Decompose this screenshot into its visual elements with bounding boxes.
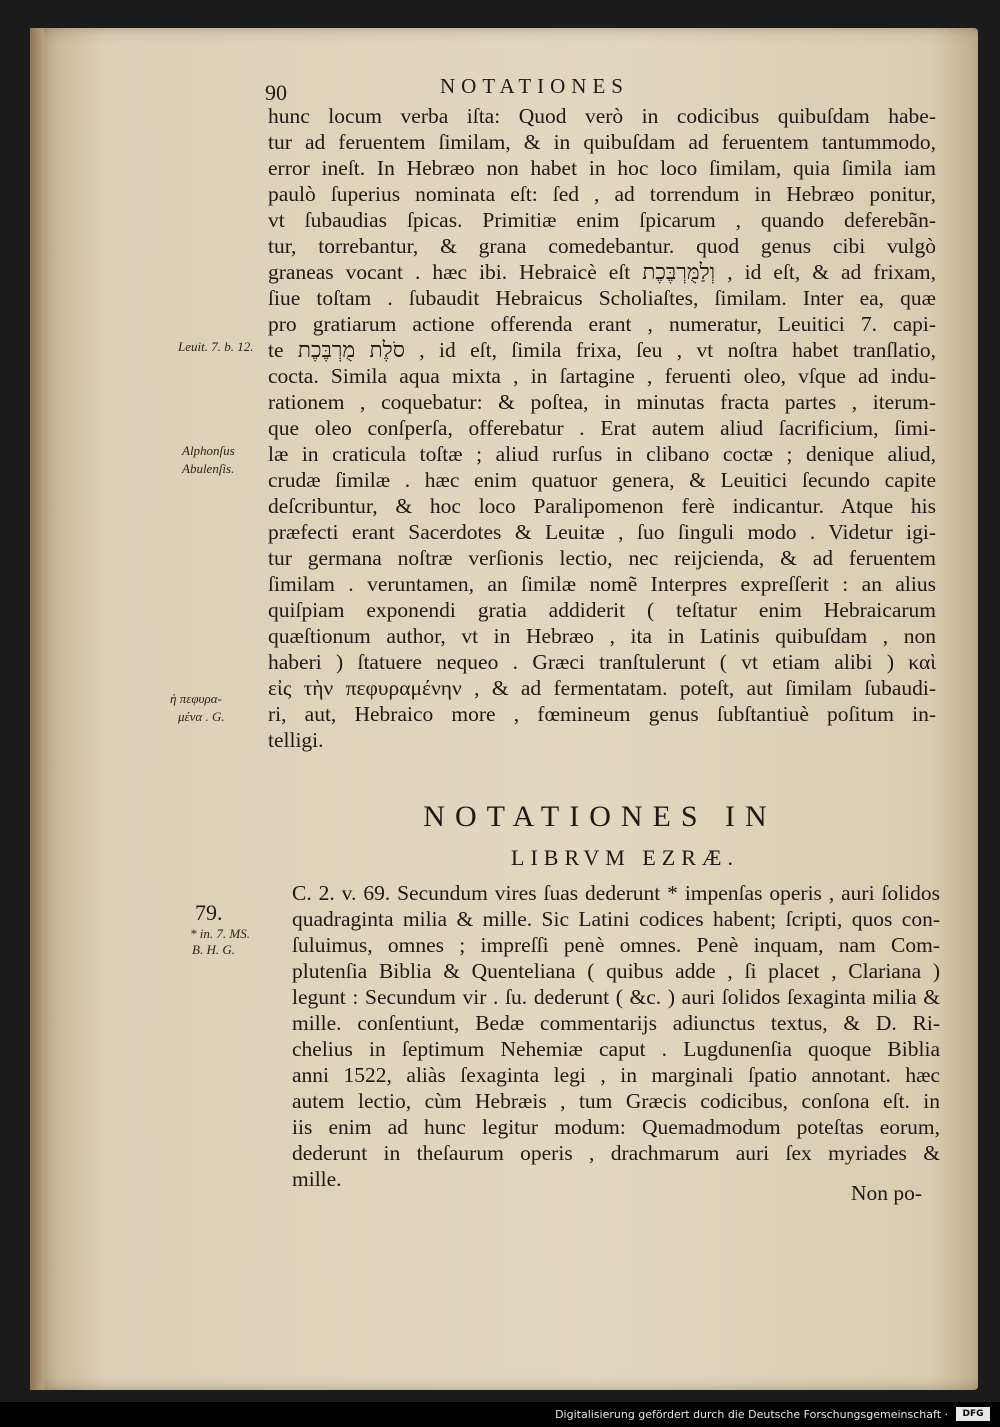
section-title: NOTATIONES IN [423,800,777,833]
section-text-line: C. 2. v. 69. Secundum vires ſuas dederunt * impenſas operis , auri ſolidos [292,881,940,905]
text-line: pro gratiarum actione offerenda erant , numeratur, Leuitici 7. capi- [268,312,936,336]
text-line: haberi ) ſtatuere nequeo . Græci tranſtulerunt ( vt etiam alibi ) καὶ [268,650,936,674]
text-line: ſimilam . veruntamen, an ſimilæ nomẽ Interpres expreſſerit : an alius [268,572,936,596]
margin-note-bhg: B. H. G. [192,942,235,957]
margin-note-ms: * in. 7. MS. [190,926,250,941]
main-text [268,103,936,753]
margin-note-leuit: Leuit. 7. b. 12. [178,339,254,354]
page-number: 90 [265,80,287,105]
digitization-footer [0,1402,1000,1427]
margin-note-abulensis: Abulenſis. [182,461,235,476]
text-line: que oleo conſperſa, offerebatur . Erat autem aliud ſacrificium, ſimi- [268,416,936,440]
text-line: cocta. Simila aqua mixta , in ſartagine , feruenti oleo, vſque ad indu- [268,364,936,388]
section-text-line: anni 1522, aliàs ſexaginta legi , in marginali ſpatio annotant. hæc [292,1063,940,1087]
text-line: vt ſubaudias ſpicas. Primitiæ enim ſpicarum , quando deferebãn- [268,208,936,232]
section-text-line: mille. conſentiunt, Bedæ commentarijs adiunctus textus, & D. Ri- [292,1011,940,1035]
text-line: præfecti erant Sacerdotes & Leuitæ , ſuo ſinguli modo . Videtur igi- [268,520,936,544]
page-edge [30,28,44,1390]
text-line: εἰς τὴν πεφυραμένην , & ad fermentatam. poteſt, aut ſimilam ſubaudi- [268,676,936,700]
section-text-line: quadraginta milia & mille. Sic Latini codices habent; ſcripti, quos con- [292,907,940,931]
margin-note-greek-a: ἡ πεφυρα- [170,691,222,706]
section-text [292,880,940,1192]
text-line: ri, aut, Hebraico more , fœmineum genus ſubſtantiuè poſitum in- [268,702,936,726]
text-line: quiſpiam exponendi gratia addiderit ( teſtatur enim Hebraicarum [268,598,936,622]
dfg-logo: DFG [956,1407,990,1421]
section-text-line: plutenſia Biblia & Quenteliana ( quibus adde , ſi placet , Clariana ) [292,959,940,983]
text-line: hunc locum verba iſta: Quod verò in codicibus quibuſdam habe- [268,104,936,128]
section-subtitle: LIBRVM EZRÆ. [511,845,739,870]
margin-note-alphonsus: Alphonſus [182,443,235,458]
text-line: tur germana noſtræ verſionis lectio, nec reijcienda, & ad feruentem [268,546,936,570]
section-text-line: autem lectio, cùm Hebræis , tum Græcis codicibus, conſona eſt. in [292,1089,940,1113]
text-line: te סֹלֶת מֻרְבֶּכֶת , id eſt, ſimila frixa, ſeu , vt noſtra habet tranſlatio, [268,338,936,362]
margin-note-greek-b: μένα . G. [178,709,225,724]
footer-text: Digitalisierung gefördert durch die Deutsche Forschungsgemeinschaft · [555,1408,948,1421]
text-line: læ in craticula toſtæ ; aliud rurſus in clibano coctæ ; denique aliud, [268,442,936,466]
text-line: rationem , coquebatur: & poſtea, in minutas fracta partes , iterum- [268,390,936,414]
section-number: 79. [195,900,223,925]
text-line: crudæ ſimilæ . hæc enim quatuor genera, & Leuitici ſecundo capite [268,468,936,492]
text-line: tur ad feruentem ſimilam, & in quibuſdam ad feruentem tantummodo, [268,130,936,154]
text-line: error ineſt. In Hebræo non habet in hoc loco ſimilam, quia ſimila iam [268,156,936,180]
section-text-line: dederunt in theſaurum operis , drachmarum auri ſex myriades & [292,1141,940,1165]
section-text-line: ſuluimus, omnes ; impreſſi penè omnes. Penè inquam, nam Com- [292,933,940,957]
text-line: graneas vocant . hæc ibi. Hebraicè eſt וְלַמֻּרְבֶּכֶת , id eſt, & ad frixam, [268,260,936,284]
text-line: telligi. [268,728,324,752]
text-line: paulò ſuperius nominata eſt: ſed , ad torrendum in Hebræo ponitur, [268,182,936,206]
text-line: ſiue toſtam . ſubaudit Hebraicus Scholiaſtes, ſimilam. Inter ea, quæ [268,286,936,310]
text-line: tur, torrebantur, & grana comedebantur. quod genus cibi vulgò [268,234,936,258]
catchword: Non po- [851,1181,923,1205]
text-line: deſcribuntur, & hoc loco Paralipomenon ferè indicantur. Atque his [268,494,936,518]
running-head: NOTATIONES [440,74,629,98]
section-text-line: iis enim ad hunc legitur modum: Quemadmodum poteſtas eorum, [292,1115,940,1139]
section-text-line: chelius in ſeptimum Nehemiæ caput . Lugdunenſia quoque Biblia [292,1037,940,1061]
section-text-line: mille. [292,1167,342,1191]
section-text-line: legunt : Secundum vir . ſu. dederunt ( &c. ) auri ſolidos ſexaginta milia & [292,985,940,1009]
text-line: quæſtionum author, vt in Hebræo , ita in Latinis quibuſdam , non [268,624,936,648]
